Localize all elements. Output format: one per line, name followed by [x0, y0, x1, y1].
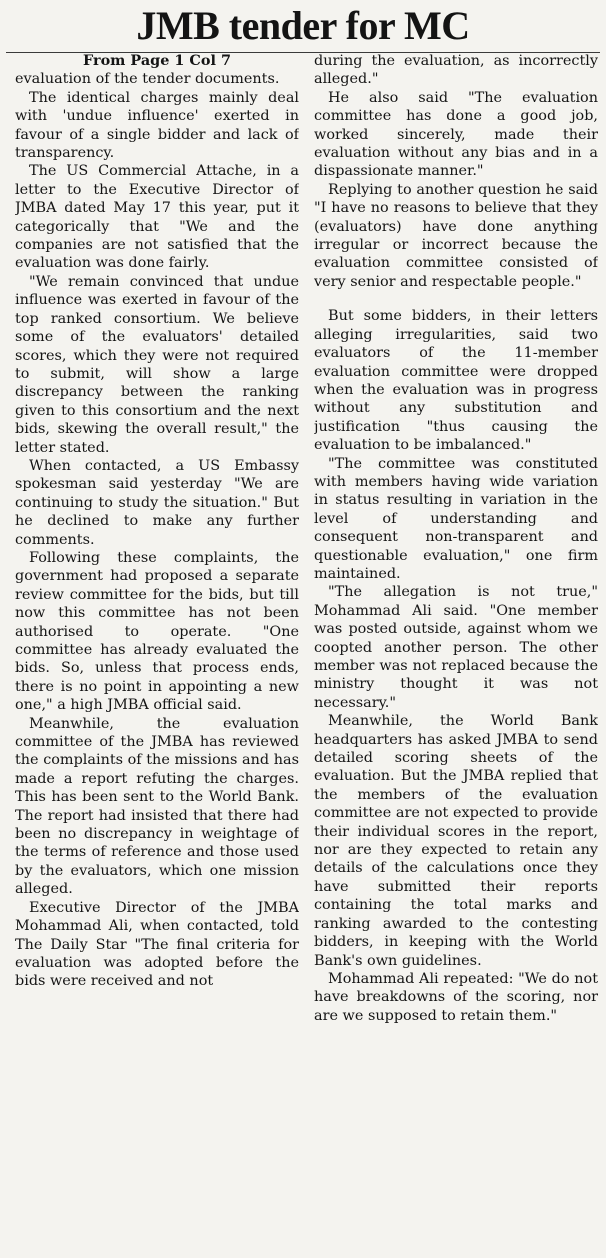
paragraph: But some bidders, in their letters alleging irregularities, said two evaluators of the 11-member evaluation committee were dropped when the evaluation was in progress without any substitution and justification "thus causing the evaluation to be imbalanced." [314, 308, 598, 454]
paragraph: Mohammad Ali repeated: "We do not have breakdowns of the scoring, nor are we supposed to retain them." [314, 970, 598, 1024]
paragraph: The identical charges mainly deal with 'undue influence' exerted in favour of a single bidder and lack of transparency. [15, 89, 299, 162]
paragraph: Executive Director of the JMBA Mohammad Ali, when contacted, told The Daily Star "The final criteria for evaluation was adopted before the bids were received and not [15, 899, 299, 990]
paragraph: "The allegation is not true," Mohammad Ali said. "One member was posted outside, against whom we coopted another person. The other member was not replaced because the ministry thought it was not necessary." [314, 584, 598, 711]
paragraph: evaluation of the tender documents. [15, 71, 280, 88]
paragraph: He also said "The evaluation committee has done a good job, worked sincerely, made their evaluation without any bias and in a dispassionate manner." [314, 89, 598, 180]
paragraph: during the evaluation, as incorrectly alleged." [314, 53, 598, 88]
paragraph: Meanwhile, the World Bank headquarters has asked JMBA to send detailed scoring sheets of the evaluation. But the JMBA replied that the members of the evaluation committee are not expected to provide their individual scores in the report, nor are they expected to retain any details of the calculations once they have submitted their reports containing the total marks and ranking awarded to the contesting bidders, in keeping with the World Bank's own guidelines. [314, 713, 598, 969]
paragraph: Replying to another question he said "I have no reasons to believe that they (evaluators) have done anything irregular or incorrect because the evaluation committee consisted of very senior and respectable people." [314, 181, 598, 290]
dateline: From Page 1 Col 7 [83, 52, 231, 69]
paragraph: Meanwhile, the evaluation committee of the JMBA has reviewed the complaints of the missions and has made a report refuting the charges. This has been sent to the World Bank. The report had insisted that there had been no discrepancy in weightage of the terms of reference and those used by the evaluators, which one mission alleged. [15, 715, 299, 898]
article-column-left [15, 52, 299, 1258]
paragraph: "The committee was constituted with members having wide variation in status resulting in variation in the level of understanding and consequent non-transparent and questionable evaluation," one firm maintained. [314, 455, 598, 582]
article-column-right [314, 52, 598, 1258]
headline: JMB tender for MC [136, 3, 470, 48]
paragraph: Following these complaints, the government had proposed a separate review committee for the bids, but till now this committee has not been authorised to operate. "One committee has already evaluated the bids. So, unless that process ends, there is no point in appointing a new one," a high JMBA official said. [15, 549, 299, 714]
paragraph: "We remain convinced that undue influence was exerted in favour of the top ranked consortium. We believe some of the evaluators' detailed scores, which they were not required to submit, will show a large discrepancy between the ranking given to this consortium and the next bids, skewing the overall result," the letter stated. [15, 273, 299, 456]
paragraph: When contacted, a US Embassy spokesman said yesterday "We are continuing to study the situation." But he declined to make any further comments. [15, 457, 299, 548]
paragraph: The US Commercial Attache, in a letter to the Executive Director of JMBA dated May 17 this year, put it categorically that "We and the companies are not satisfied that the evaluation was done fairly. [15, 163, 299, 272]
